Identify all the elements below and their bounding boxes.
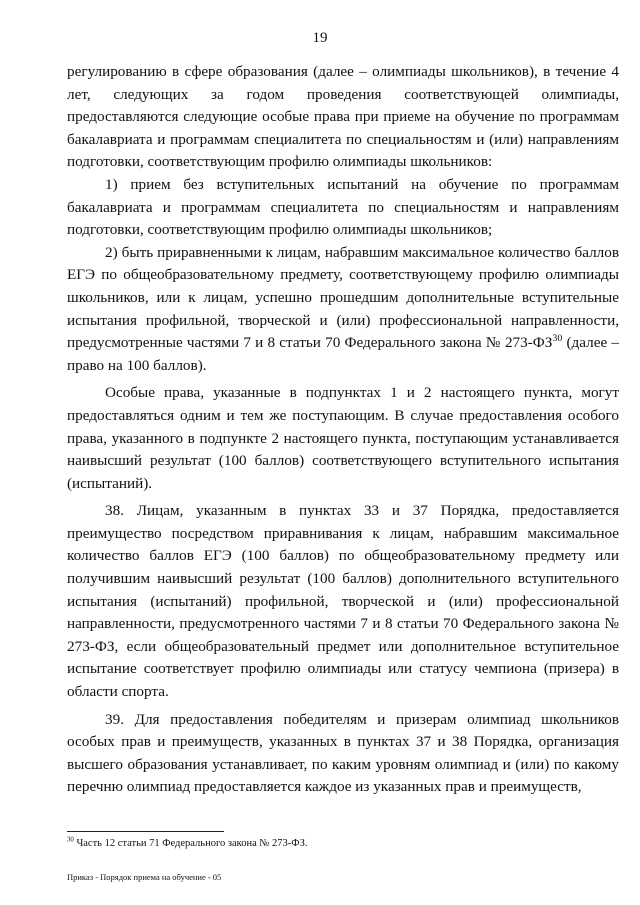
- paragraph-item-2-text: 2) быть приравненными к лицам, набравшим максимальное количество баллов ЕГЭ по общеобразовательному предмету, соответствующему профилю олимпиады школьников, или к лицам, успешно прошедшим дополнительные вступительные испытания профильной, творческой и (или) профессиональной направленности, предусмотренные частями 7 и 8 статьи 70 Федерального закона № 273-ФЗ: [67, 243, 619, 352]
- paragraph-continuation: регулированию в сфере образования (далее – олимпиады школьников), в течение 4 лет, следующих за годом проведения соответствующей олимпиады, предоставляются следующие особые права при приеме на обучение по программам бакалавриата и программам специалитета по специальностям и (или) направлениям подготовки, соответствующим профилю олимпиады школьников:: [67, 63, 619, 171]
- paragraph-item-2-tail: (далее – право на 100 баллов).: [67, 334, 619, 374]
- page-number: 19: [312, 30, 328, 46]
- footnote-number: 30: [67, 836, 74, 844]
- footnote-divider: [67, 831, 224, 832]
- paragraph-special-rights: Особые права, указанные в подпунктах 1 и 2 настоящего пункта, могут предоставляться одним и тем же поступающим. В случае предоставления особого права, указанного в подпункте 2 настоящего пункта, поступающим устанавливается наивысший результат (100 баллов) соответствующего вступительного испытания (испытаний).: [67, 384, 619, 492]
- footnote-reference: 30: [552, 333, 563, 345]
- document-body: [67, 61, 619, 799]
- paragraph-38: 38. Лицам, указанным в пунктах 33 и 37 Порядка, предоставляется преимущество посредством приравнивания к лицам, набравшим максимальное количество баллов ЕГЭ (100 баллов) по общеобразовательному предмету или получившим наивысший результат (100 баллов) дополнительного вступительного испытания (испытаний) профильной, творческой и (или) профессиональной направленности, предусмотренного частями 7 и 8 статьи 70 Федерального закона № 273-ФЗ, если общеобразовательный предмет или дополнительное вступительное испытание соответствует профилю олимпиады или статусу чемпиона (призера) в области спорта.: [67, 502, 619, 701]
- paragraph-item-2: [67, 242, 619, 378]
- footnote-text: Часть 12 статьи 71 Федерального закона № 273-ФЗ.: [73, 838, 308, 849]
- paragraph-39: 39. Для предоставления победителям и призерам олимпиад школьников особых прав и преимуществ, указанных в пунктах 37 и 38 Порядка, организация высшего образования устанавливает, по каким уровням олимпиад и (или) по какому перечню олимпиад предоставляется каждое из указанных прав и преимуществ,: [67, 710, 619, 796]
- page-footer: Приказ - Порядок приема на обучение - 05: [67, 872, 222, 882]
- footnote: [67, 837, 307, 850]
- paragraph-item-1: 1) прием без вступительных испытаний на обучение по программам бакалавриата и программам специалитета по специальностям и направлениям подготовки, соответствующим профилю олимпиады школьников;: [67, 175, 619, 239]
